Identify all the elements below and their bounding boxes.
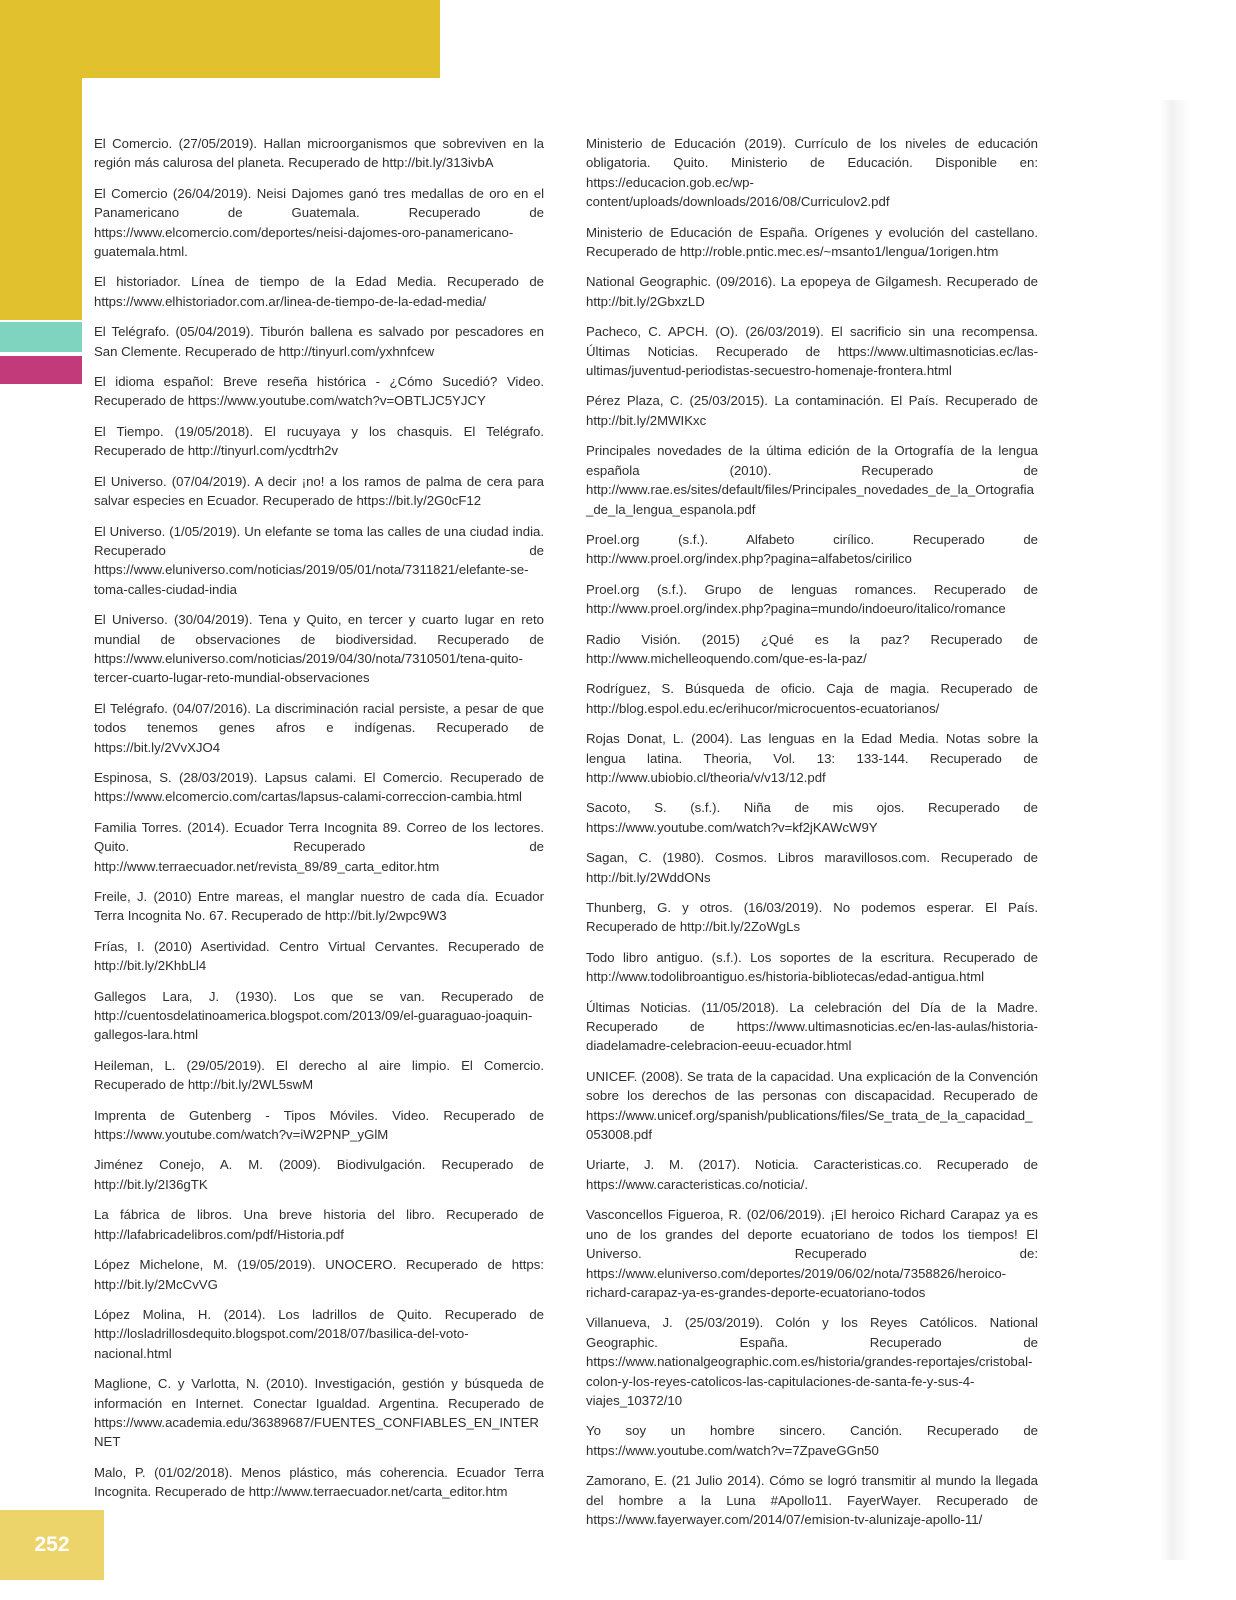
reference-entry: UNICEF. (2008). Se trata de la capacidad. Una explicación de la Convención sobre los derechos de las personas con discapacidad. Recuperado de https://www.unicef.org/spanish/publications/files/Se_trata_de_la_capacidad_053008.pdf <box>586 1068 1038 1143</box>
reference-entry: Heileman, L. (29/05/2019). El derecho al aire limpio. El Comercio. Recuperado de http://bit.ly/2WL5swM <box>94 1057 544 1093</box>
reference-entry: El idioma español: Breve reseña histórica - ¿Cómo Sucedió? Video. Recuperado de https://www.youtube.com/watch?v=OBTLJC5YJCY <box>94 374 544 409</box>
reference-entry: El Universo. (30/04/2019). Tena y Quito, en tercer y cuarto lugar en reto mundial de observaciones de biodiversidad. Recuperado de https://www.eluniverso.com/noticias/2019/04/30/nota/7310501/tena-quito-tercer-cuarto-lugar-reto-mundial-observaciones <box>94 612 544 686</box>
reference-entry: Principales novedades de la última edición de la Ortografía de la lengua española (2010). Recuperado de http://www.rae.es/sites/default/files/Principales_novedades_de_la_Ortografia_de_la_lengua_espanola.pdf <box>586 443 1038 517</box>
reference-entry: El Telégrafo. (05/04/2019). Tiburón ballena es salvado por pescadores en San Clemente. Recuperado de http://tinyurl.com/yxhnfcew <box>94 324 544 359</box>
reference-entry: Proel.org (s.f.). Grupo de lenguas romances. Recuperado de http://www.proel.org/index.php?pagina=mundo/indoeuro/italico/romance <box>586 581 1038 617</box>
reference-entry: Pacheco, C. APCH. (O). (26/03/2019). El sacrificio sin una recompensa. Últimas Noticias. Recuperado de https://www.ultimasnoticias.ec/las-ultimas/juventud-periodistas-secuestro-homenaje-frontera.html <box>586 324 1038 379</box>
reference-entry: Zamorano, E. (21 Julio 2014). Cómo se logró transmitir al mundo la llegada del hombre a la Luna #Apollo11. FayerWayer. Recuperado de https://www.fayerwayer.com/2014/07/emision-tv-alunizaje-apollo-11/ <box>586 1473 1038 1527</box>
reference-entry: Maglione, C. y Varlotta, N. (2010). Investigación, gestión y búsqueda de información en Internet. Conectar Igualdad. Argentina. Recuperado de https://www.academia.edu/36389687/FUENTES_CONFIABLES_EN_INTERNET <box>94 1376 544 1450</box>
reference-entry: Proel.org (s.f.). Alfabeto cirílico. Recuperado de http://www.proel.org/index.php?pagina=alfabetos/cirilico <box>586 531 1038 567</box>
reference-entry: Ministerio de Educación de España. Orígenes y evolución del castellano. Recuperado de http://roble.pntic.mec.es/~msanto1/lengua/1origen.htm <box>586 224 1038 260</box>
reference-entry: Imprenta de Gutenberg - Tipos Móviles. Video. Recuperado de https://www.youtube.com/watch?v=iW2PNP_yGlM <box>94 1107 544 1143</box>
reference-entry: La fábrica de libros. Una breve historia del libro. Recuperado de http://lafabricadelibros.com/pdf/Historia.pdf <box>94 1207 544 1242</box>
reference-entry: Todo libro antiguo. (s.f.). Los soportes de la escritura. Recuperado de http://www.todolibroantiguo.es/historia-bibliotecas/edad-antigua.html <box>586 949 1038 985</box>
reference-entry: Jiménez Conejo, A. M. (2009). Biodivulgación. Recuperado de http://bit.ly/2I36gTK <box>94 1157 544 1192</box>
reference-entry: El Comercio (26/04/2019). Neisi Dajomes ganó tres medallas de oro en el Panamericano de Guatemala. Recuperado de https://www.elcomercio.com/deportes/neisi-dajomes-oro-panamericano-guatemala.html. <box>94 185 544 260</box>
reference-entry: El Telégrafo. (04/07/2016). La discriminación racial persiste, a pesar de que todos tenemos genes afros e indígenas. Recuperado de https://bit.ly/2VvXJO4 <box>94 700 544 755</box>
reference-entry: El Comercio. (27/05/2019). Hallan microorganismos que sobreviven en la región más calurosa del planeta. Recuperado de http://bit.ly/313ivbA <box>94 136 544 171</box>
reference-entry: El Universo. (1/05/2019). Un elefante se toma las calles de una ciudad india. Recuperado de https://www.eluniverso.com/noticias/2019/05/01/nota/7311821/elefante-se-toma-calles-ciudad-india <box>94 523 544 597</box>
reference-entry: Últimas Noticias. (11/05/2018). La celebración del Día de la Madre. Recuperado de https://www.ultimasnoticias.ec/en-las-aulas/historia-diadelamadre-celebracion-eeuu-ecuador.html <box>586 999 1038 1054</box>
reference-entry: Yo soy un hombre sincero. Canción. Recuperado de https://www.youtube.com/watch?v=7ZpaveGGn50 <box>586 1423 1038 1458</box>
teal-tab-marker <box>0 322 82 352</box>
reference-entry: Rojas Donat, L. (2004). Las lenguas en la Edad Media. Notas sobre la lengua latina. Theoria, Vol. 13: 133-144. Recuperado de http://www.ubiobio.cl/theoria/v/v13/12.pdf <box>586 731 1038 785</box>
reference-entry: National Geographic. (09/2016). La epopeya de Gilgamesh. Recuperado de http://bit.ly/2GbxzLD <box>586 274 1038 309</box>
scan-edge-shadow <box>1160 100 1190 1560</box>
reference-entry: Vasconcellos Figueroa, R. (02/06/2019). ¡El heroico Richard Carapaz ya es uno de los grandes del deporte ecuatoriano de todos los tiempos! El Universo. Recuperado de: https://www.eluniverso.com/deportes/2019/06/02/nota/7358826/heroico-richard-carapaz-ya-es-grandes-deporte-ecuatoriano-todos <box>586 1207 1038 1300</box>
reference-entry: Rodríguez, S. Búsqueda de oficio. Caja de magia. Recuperado de http://blog.espol.edu.ec/erihucor/microcuentos-ecuatorianos/ <box>586 681 1038 716</box>
reference-entry: Familia Torres. (2014). Ecuador Terra Incognita 89. Correo de los lectores. Quito. Recuperado de http://www.terraecuador.net/revista_89/89_carta_editor.htm <box>94 819 544 874</box>
reference-entry: Radio Visión. (2015) ¿Qué es la paz? Recuperado de http://www.michelleoquendo.com/que-es-la-paz/ <box>586 631 1038 666</box>
reference-entry: Freile, J. (2010) Entre mareas, el manglar nuestro de cada día. Ecuador Terra Incognita No. 67. Recuperado de http://bit.ly/2wpc9W3 <box>94 889 544 924</box>
reference-entry: Villanueva, J. (25/03/2019). Colón y los Reyes Católicos. National Geographic. España. Recuperado de https://www.nationalgeographic.com.es/historia/grandes-reportajes/cristobal-colon-y-los-reyes-catolicos-las-capitulaciones-de-santa-fe-y-sus-4-viajes_10372/10 <box>586 1315 1038 1408</box>
reference-entry: Thunberg, G. y otros. (16/03/2019). No podemos esperar. El País. Recuperado de http://bit.ly/2ZoWgLs <box>586 900 1038 935</box>
reference-entry: Gallegos Lara, J. (1930). Los que se van. Recuperado de http://cuentosdelatinoamerica.blogspot.com/2013/09/el-guaraguao-joaquin-gallegos-lara.html <box>94 988 544 1043</box>
reference-entry: El Tiempo. (19/05/2018). El rucuyaya y los chasquis. El Telégrafo. Recuperado de http://tinyurl.com/ycdtrh2v <box>94 423 544 459</box>
reference-entry: López Michelone, M. (19/05/2019). UNOCERO. Recuperado de https: http://bit.ly/2McCvVG <box>94 1257 544 1292</box>
reference-entry: Uriarte, J. M. (2017). Noticia. Caracteristicas.co. Recuperado de https://www.caracteristicas.co/noticia/. <box>586 1157 1038 1192</box>
reference-entry: El historiador. Línea de tiempo de la Edad Media. Recuperado de https://www.elhistoriador.com.ar/linea-de-tiempo-de-la-edad-media/ <box>94 274 544 309</box>
reference-entry: López Molina, H. (2014). Los ladrillos de Quito. Recuperado de http://losladrillosdequito.blogspot.com/2018/07/basilica-del-voto-nacional.html <box>94 1306 544 1361</box>
reference-entry: Malo, P. (01/02/2018). Menos plástico, más coherencia. Ecuador Terra Incognita. Recuperado de http://www.terraecuador.net/carta_editor.htm <box>94 1464 544 1500</box>
yellow-corner-bar-left <box>0 0 82 320</box>
references-left-column <box>94 134 544 1513</box>
reference-entry: Ministerio de Educación (2019). Currículo de los niveles de educación obligatoria. Quito. Ministerio de Educación. Disponible en: https://educacion.gob.ec/wp-content/uploads/downloads/2016/08/Curriculov2.pdf <box>586 136 1038 210</box>
reference-entry: El Universo. (07/04/2019). A decir ¡no! a los ramos de palma de cera para salvar especies en Ecuador. Recuperado de https://bit.ly/2G0cF12 <box>94 473 544 509</box>
reference-entry: Espinosa, S. (28/03/2019). Lapsus calami. El Comercio. Recuperado de https://www.elcomercio.com/cartas/lapsus-calami-correccion-cambia.html <box>94 769 544 805</box>
magenta-tab-marker <box>0 356 82 384</box>
references-right-column <box>586 134 1038 1540</box>
reference-entry: Sagan, C. (1980). Cosmos. Libros maravillosos.com. Recuperado de http://bit.ly/2WddONs <box>586 850 1038 885</box>
reference-entry: Sacoto, S. (s.f.). Niña de mis ojos. Recuperado de https://www.youtube.com/watch?v=kf2jKAWcW9Y <box>586 800 1038 835</box>
reference-entry: Pérez Plaza, C. (25/03/2015). La contaminación. El País. Recuperado de http://bit.ly/2MWIKxc <box>586 393 1038 428</box>
reference-entry: Frías, I. (2010) Asertividad. Centro Virtual Cervantes. Recuperado de http://bit.ly/2KhbLl4 <box>94 938 544 974</box>
page-number: 252 <box>34 1533 70 1556</box>
